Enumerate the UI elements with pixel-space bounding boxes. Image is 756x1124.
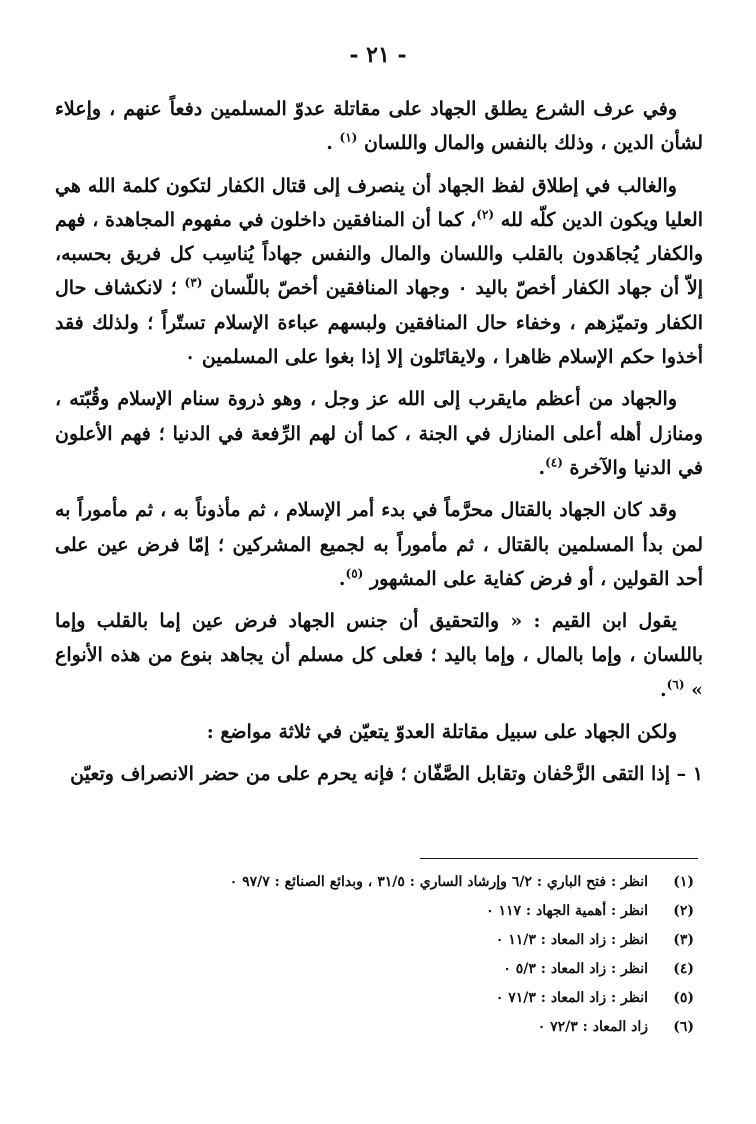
- footnote-text: انظر : فتح الباري : ٦/٢ وإرشاد الساري : ٣١/٥ ، وبدائع الصنائع : ٩٧/٧ ٠: [229, 874, 648, 890]
- footnote-reference: (٤): [545, 455, 563, 470]
- paragraph: [55, 92, 703, 161]
- paragraph-text: يقول ابن القيم : « والتحقيق أن جنس الجهاد فرض عين إما بالقلب وإما باللسان ، وإما بالمال ، وإما باليد ؛ فعلى كل مسلم أن يجاهد بنوع من هذه الأنواع »: [55, 610, 703, 701]
- footnote-number: (٣): [673, 932, 694, 948]
- paragraph: [55, 604, 703, 707]
- footnote-item: [134, 984, 694, 1013]
- footnote-divider: [420, 858, 698, 859]
- footnote-number: (٤): [673, 961, 694, 977]
- footnotes: [134, 868, 694, 1042]
- paragraph-text: والجهاد من أعظم مايقرب إلى الله عز وجل ، وهو ذروة سنام الإسلام وقُبّته ، ومنازل أهله أعلى المنازل في الجنة ، كما أن لهم الرِّفعة في الدنيا ؛ فهم الأعلون في الدنيا والآخرة: [55, 388, 703, 479]
- footnote-text: انظر : زاد المعاد : ٥/٣ ٠: [503, 961, 648, 977]
- paragraph-text: .: [338, 567, 346, 590]
- footnote-reference: (٥): [345, 566, 364, 581]
- paragraph: [55, 757, 703, 791]
- footnote-item: [134, 926, 694, 955]
- footnote-item: [134, 868, 694, 897]
- footnote-reference: (٦): [666, 677, 685, 692]
- footnote-reference: (١): [339, 130, 358, 145]
- page-number: - ٢١ -: [349, 42, 407, 68]
- paragraph-text: وقد كان الجهاد بالقتال محرَّماً في بدء أمر الإسلام ، ثم مأذوناً به ، ثم مأموراً به لمن بدأ المسلمين بالقتال ، ثم مأموراً به لجميع المشركين ؛ إمّا فرض عين على أحد القولين ، أو فرض كفاية على المشهور: [55, 499, 703, 590]
- footnote-reference: (٢): [476, 207, 495, 222]
- paragraph-text: والغالب في إطلاق لفظ الجهاد أن ينصرف إلى قتال الكفار لتكون كلمة الله هي العليا ويكون الدين كلّه لله: [55, 174, 703, 231]
- footnote-reference: (٣): [184, 276, 203, 291]
- footnote-number: (٥): [673, 990, 694, 1006]
- footnote-item: [134, 955, 694, 984]
- footnote-text: انظر : زاد المعاد : ٧١/٣ ٠: [495, 990, 648, 1006]
- footnote-text: انظر : أهمية الجهاد : ١١٧ ٠: [486, 903, 648, 919]
- paragraph-text: ؛ لانكشاف حال الكفار وتميّزهم ، وخفاء حال المنافقين ولبسهم عباءة الإسلام تستّراً ؛ ولذلك فقد أخذوا حكم الإسلام ظاهرا ، ولايقاتَلون إلا إذا بغوا على المسلمين ٠: [55, 277, 703, 369]
- main-text: [55, 92, 703, 800]
- footnote-number: (١): [673, 874, 694, 890]
- paragraph: [55, 715, 703, 749]
- paragraph-text: ١ – إذا التقى الزَّحْفان وتقابل الصَّفّان ؛ فإنه يحرم على من حضر الانصراف وتعيّن: [70, 763, 703, 786]
- footnote-text: انظر : زاد المعاد : ١١/٣ ٠: [495, 932, 648, 948]
- paragraph: [55, 382, 703, 485]
- paragraph-text: وفي عرف الشرع يطلق الجهاد على مقاتلة عدوّ المسلمين دفعاً عنهم ، وإعلاء لشأن الدين ، وذلك بالنفس والمال واللسان: [55, 98, 703, 155]
- footnote-item: [134, 897, 694, 926]
- paragraph: [55, 169, 703, 375]
- paragraph-text: .: [538, 456, 546, 479]
- footnote-item: [134, 1013, 694, 1042]
- paragraph-text: ، كما أن المنافقين داخلون في مفهوم المجاهدة ، فهم والكفار يُجاهَدون بالقلب واللسان والمال والنفس جهاداً يُناسِب كل فريق بحسبه، إلاّ أن جهاد الكفار أخصّ باليد ٠ وجهاد المنافقين أخصّ باللّسان: [55, 208, 703, 300]
- paragraph: [55, 493, 703, 596]
- paragraph-text: .: [660, 678, 667, 701]
- paragraph-text: .: [326, 132, 340, 155]
- footnote-number: (٦): [673, 1019, 694, 1035]
- footnote-text: زاد المعاد : ٧٢/٣ ٠: [537, 1019, 648, 1035]
- paragraph-text: ولكن الجهاد على سبيل مقاتلة العدوّ يتعيّن في ثلاثة مواضع :: [206, 721, 677, 744]
- footnote-number: (٢): [673, 903, 694, 919]
